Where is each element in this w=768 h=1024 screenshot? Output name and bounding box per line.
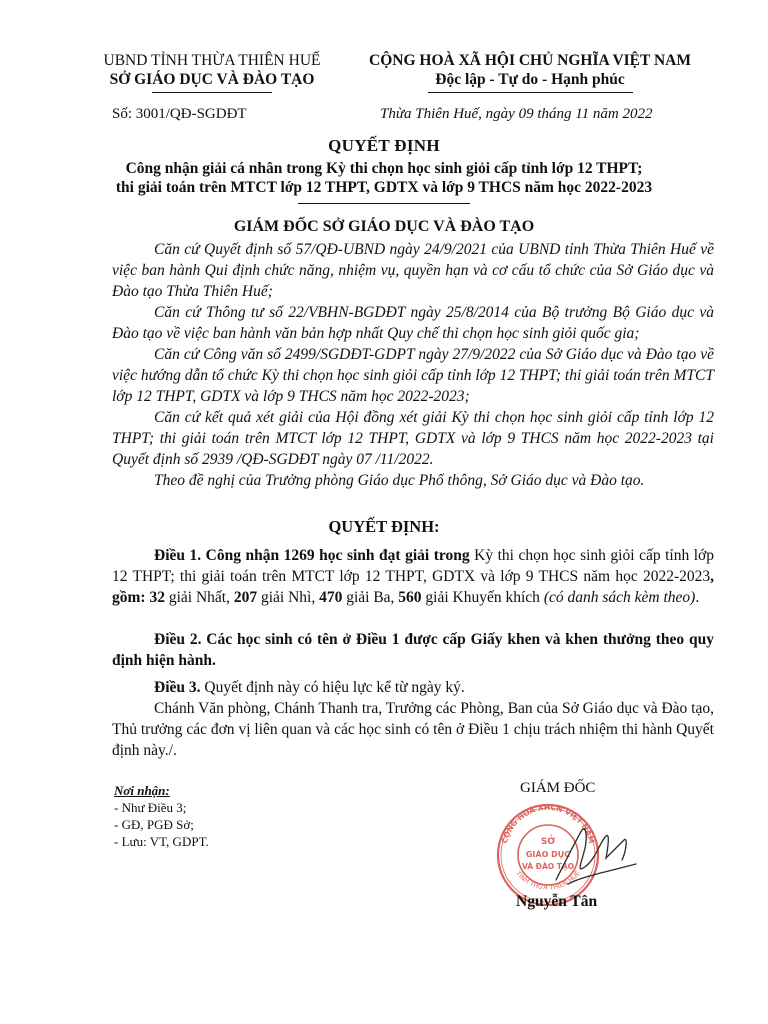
org-line-2: SỞ GIÁO DỤC VÀ ĐÀO TẠO: [109, 71, 315, 88]
article-1: [112, 545, 714, 608]
closing-paragraph: Chánh Văn phòng, Chánh Thanh tra, Trưởng các Phòng, Ban của Sở Giáo dục và Đào tạo, Thủ trưởng các đơn vị liên quan và các học sinh có tên ở Điều 1 chịu trách nhiệm thi hành Quyết định này./.: [112, 700, 714, 759]
first-prize-count: 32: [149, 589, 165, 606]
recipient-item: - Như Điều 3;: [114, 800, 187, 815]
article-1-end: .: [695, 589, 700, 606]
org-line-1: UBND TỈNH THỪA THIÊN HUẾ: [103, 52, 321, 69]
first-prize-label: giải Nhất,: [164, 589, 234, 606]
org-underline: [152, 92, 272, 93]
recipient-item: - Lưu: VT, GDPT.: [114, 834, 209, 849]
article-2-label: Điều 2.: [154, 631, 202, 648]
svg-text:TỈNH THỪA THIÊN HUẾ: [514, 868, 583, 892]
third-prize-label: giải Ba,: [342, 589, 399, 606]
article-2-text: Các học sinh có tên ở Điều 1 được cấp Giấy khen và khen thưởng theo quy định hiện hành.: [112, 631, 714, 669]
article-2: [112, 629, 714, 671]
issuing-authority: [82, 51, 342, 93]
third-prize-count: 470: [319, 589, 343, 606]
legal-bases: [112, 239, 714, 491]
proposal-line: Theo đề nghị của Trưởng phòng Giáo dục Phổ thông, Sở Giáo dục và Đào tạo.: [154, 472, 645, 489]
national-motto: [350, 51, 710, 93]
consolation-count: 560: [398, 589, 422, 606]
signer-title: GIÁM ĐỐC: [520, 780, 596, 796]
article-3-text: Quyết định này có hiệu lực kể từ ngày ký.: [200, 679, 465, 696]
document-title: QUYẾT ĐỊNH: [328, 136, 440, 155]
seal-ring-text: CỘNG HOÀ XHCN VIỆT NAM: [499, 802, 597, 845]
consolation-label: giải Khuyến khích: [421, 589, 544, 606]
exam-name: Kỳ thi chọn học sinh giỏi cấp tỉnh lớp 12 THPT; thi giải toán trên MTCT lớp 12 THPT, GDTX và lớp 9 THCS năm học 2022-2023: [112, 547, 714, 585]
seal-center-line-1: SỞ: [540, 837, 556, 847]
article-1-text-a: Công nhận: [201, 547, 284, 564]
article-1-text-b: học sinh đạt giải trong: [314, 547, 475, 564]
basis-3: Căn cứ Công văn số 2499/SGDĐT-GDPT ngày 27/9/2022 của Sở Giáo dục và Đào tạo về việc hướng dẫn tổ chức Kỳ thi chọn học sinh giỏi cấp tỉnh lớp 12 THPT; thi giải toán trên MTCT lớp 12 THPT, GDTX và lớp 9 THCS năm học 2022-2023;: [112, 346, 714, 405]
basis-2: Căn cứ Thông tư số 22/VBHN-BGDĐT ngày 25/8/2014 của Bộ trưởng Bộ Giáo dục và Đào tạo về việc ban hành văn bản hợp nhất Quy chế thi chọn học sinh giỏi quốc gia;: [112, 304, 714, 342]
article-1-text-c: , gồm:: [112, 568, 714, 606]
signer-name: Nguyễn Tân: [516, 893, 598, 910]
decides-heading: QUYẾT ĐỊNH:: [328, 517, 440, 536]
motto-underline: [428, 92, 633, 93]
article-3-label: Điều 3.: [154, 679, 201, 696]
subtitle-line-2: thi giải toán trên MTCT lớp 12 THPT, GDTX và lớp 9 THCS năm học 2022-2023: [115, 179, 653, 196]
article-3: [112, 677, 714, 761]
document-number: Số: 3001/QĐ-SGDĐT: [112, 106, 247, 122]
attachment-note: (có danh sách kèm theo): [543, 589, 696, 606]
nation-line-2: Độc lập - Tự do - Hạnh phúc: [435, 71, 625, 88]
basis-1: Căn cứ Quyết định số 57/QĐ-UBND ngày 24/9/2021 của UBND tỉnh Thừa Thiên Huế về việc ban hành Qui định chức năng, nhiệm vụ, quyền hạn và cơ cấu tổ chức của Sở Giáo dục và Đào tạo Thừa Thiên Huế;: [112, 241, 714, 300]
handwritten-signature: [556, 829, 636, 884]
second-prize-count: 207: [233, 589, 258, 606]
document-date: Thừa Thiên Huế, ngày 09 tháng 11 năm 2022: [380, 106, 653, 122]
seal-center-line-2: GIÁO DỤC: [525, 850, 571, 859]
article-1-label: Điều 1.: [154, 547, 202, 564]
subtitle-line-1: Công nhận giải cá nhân trong Kỳ thi chọn học sinh giỏi cấp tỉnh lớp 12 THPT;: [125, 160, 643, 177]
second-prize-label: giải Nhì,: [257, 589, 320, 606]
recipient-item: - GĐ, PGĐ Sở;: [114, 817, 194, 832]
authority-heading: GIÁM ĐỐC SỞ GIÁO DỤC VÀ ĐÀO TẠO: [233, 218, 535, 235]
seal-center-line-3: VÀ ĐÀO TẠO: [521, 862, 575, 871]
seal-bottom-text: TỈNH THỪA THIÊN HUẾ: [514, 869, 582, 892]
award-count: 1269: [283, 547, 315, 564]
nation-line-1: CỘNG HOÀ XÃ HỘI CHỦ NGHĨA VIỆT NAM: [369, 52, 691, 69]
subtitle-rule: [298, 203, 470, 204]
basis-4: Căn cứ kết quả xét giải của Hội đồng xét giải Kỳ thi chọn học sinh giỏi cấp tỉnh lớp 12 THPT; thi giải toán trên MTCT lớp 12 THPT, GDTX và lớp 9 THCS năm học 2022-2023 tại Quyết định số 2939 /QĐ-SGDĐT ngày 07 /11/2022.: [112, 409, 714, 468]
recipients-block: [114, 782, 209, 850]
recipients-title: Nơi nhận:: [114, 783, 170, 798]
